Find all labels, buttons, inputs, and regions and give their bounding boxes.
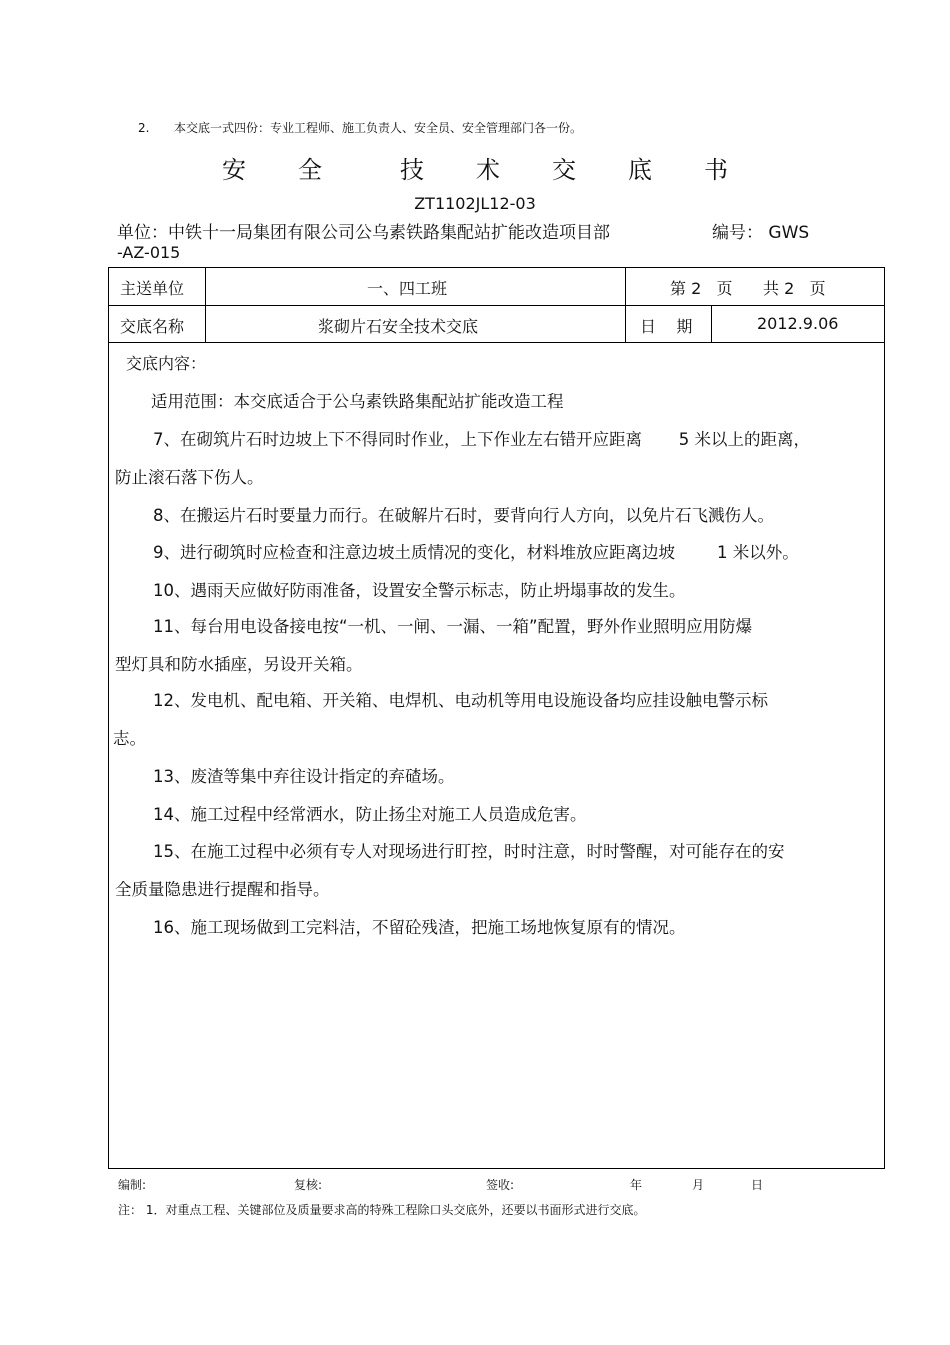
content-line: 10、遇雨天应做好防雨准备，设置安全警示标志，防止坍塌事故的发生。 <box>153 581 686 600</box>
table-divider <box>109 342 884 343</box>
disclosure-table <box>108 267 885 1169</box>
sender-label: 主送单位 <box>120 279 185 298</box>
top-note-number: 2. <box>138 121 150 135</box>
top-note <box>138 119 582 136</box>
content-line: 13、废渣等集中弃往设计指定的弃碴场。 <box>153 767 455 786</box>
number-continuation: -AZ-015 <box>117 243 181 262</box>
topic-label: 交底名称 <box>120 317 185 336</box>
title-char: 底 <box>628 156 652 184</box>
content-line: 志。 <box>113 729 146 748</box>
title-char: 交 <box>552 156 576 184</box>
compiled-by-label: 编制: <box>118 1178 147 1192</box>
bottom-note: 注： 1．对重点工程、关键部位及质量要求高的特殊工程除口头交底外，还要以书面形式进行交底。 <box>118 1203 646 1217</box>
content-label: 交底内容： <box>126 354 207 373</box>
content-line: 适用范围：本交底适合于公乌素铁路集配站扩能改造工程 <box>151 392 564 411</box>
month-label: 月 <box>692 1178 705 1192</box>
content-line: 8、在搬运片石时要量力而行。在破解片石时，要背向行人方向，以免片石飞溅伤人。 <box>153 506 774 525</box>
title-char: 书 <box>704 156 728 184</box>
content-line: 防止滚石落下伤人。 <box>115 468 264 487</box>
content-line: 11、每台用电设备接电按“一机、一闸、一漏、一箱”配置，野外作业照明应用防爆 <box>153 617 753 636</box>
table-divider <box>205 268 206 342</box>
date-label: 日 期 <box>640 317 693 336</box>
number-label: 编号： GWS <box>712 223 810 243</box>
document-code: ZT1102JL12-03 <box>414 194 536 213</box>
page-title <box>0 150 950 185</box>
date-value: 2012.9.06 <box>757 314 839 333</box>
content-line: 9、进行砌筑时应检查和注意边坡土质情况的变化，材料堆放应距离边坡 1 米以外。 <box>153 543 799 562</box>
table-divider <box>109 305 884 306</box>
content-line: 15、在施工过程中必须有专人对现场进行盯控，时时注意，时时警醒，对可能存在的安 <box>153 842 785 861</box>
unit-label: 单位：中铁十一局集团有限公司公乌素铁路集配站扩能改造项目部 <box>117 223 610 243</box>
table-divider <box>711 305 712 342</box>
title-char: 技 <box>400 156 424 184</box>
title-char: 安 <box>222 156 246 184</box>
page-count: 第 2 页 共 2 页 <box>670 279 826 298</box>
content-line: 12、发电机、配电箱、开关箱、电焊机、电动机等用电设施设备均应挂设触电警示标 <box>153 691 768 710</box>
sender-value: 一、四工班 <box>367 279 448 298</box>
year-label: 年 <box>630 1178 643 1192</box>
received-by-label: 签收: <box>486 1178 515 1192</box>
table-divider <box>625 268 626 342</box>
day-label: 日 <box>751 1178 764 1192</box>
top-note-text: 本交底一式四份：专业工程师、施工负责人、安全员、安全管理部门各一份。 <box>174 121 583 135</box>
content-line: 型灯具和防水插座，另设开关箱。 <box>115 655 363 674</box>
content-line: 14、施工过程中经常洒水，防止扬尘对施工人员造成危害。 <box>153 805 587 824</box>
content-line: 16、施工现场做到工完料洁，不留砼残渣，把施工场地恢复原有的情况。 <box>153 918 686 937</box>
title-char: 全 <box>298 156 322 184</box>
topic-value: 浆砌片石安全技术交底 <box>318 317 479 336</box>
reviewed-by-label: 复核: <box>294 1178 323 1192</box>
content-line: 7、在砌筑片石时边坡上下不得同时作业，上下作业左右错开应距离 5 米以上的距离， <box>153 430 810 449</box>
title-char: 术 <box>476 156 500 184</box>
content-line: 全质量隐患进行提醒和指导。 <box>115 880 330 899</box>
